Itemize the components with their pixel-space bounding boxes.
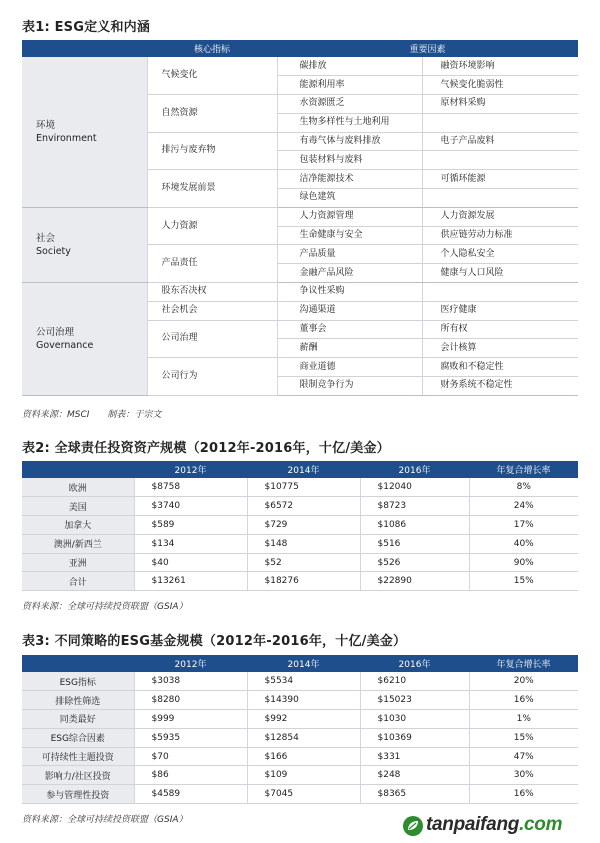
table-row: [22, 766, 578, 785]
tanpaifang-logo: [402, 812, 592, 838]
factor-cell: 所有权: [422, 320, 578, 339]
table-row: [22, 534, 578, 553]
growth-rate-cell: 90%: [469, 553, 578, 572]
factor-cell: 财务系统不稳定性: [422, 377, 578, 396]
header-cell: 2014年: [247, 461, 360, 478]
factor-cell: 产品质量: [277, 245, 422, 264]
indicator-cell: 人力资源: [147, 207, 277, 245]
value-cell: $3740: [134, 497, 247, 516]
category-cell: [22, 207, 147, 282]
factor-cell: [422, 151, 578, 170]
row-label: ESG综合因素: [22, 728, 134, 747]
factor-cell: 生命健康与安全: [277, 226, 422, 245]
table-row: [22, 283, 578, 302]
value-cell: $729: [247, 516, 360, 535]
value-cell: $1086: [360, 516, 469, 535]
row-label: 欧洲: [22, 478, 134, 497]
table-row: [22, 672, 578, 691]
growth-rate-cell: 30%: [469, 766, 578, 785]
indicator-cell: 环境发展前景: [147, 170, 277, 208]
table-row: [22, 747, 578, 766]
responsible-investment-table: [22, 461, 578, 591]
factor-cell: 融资环境影响: [422, 57, 578, 76]
esg-definition-table: [22, 40, 578, 396]
table1-title: 表1: ESG定义和内涵: [22, 20, 151, 35]
indicator-cell: 排污与废弃物: [147, 132, 277, 170]
factor-cell: 人力资源管理: [277, 207, 422, 226]
logo-text-domain: .com: [519, 814, 563, 835]
row-label: 澳洲/新西兰: [22, 534, 134, 553]
factor-cell: 生物多样性与土地利用: [277, 113, 422, 132]
value-cell: $3038: [134, 672, 247, 691]
table-row: [22, 516, 578, 535]
value-cell: $992: [247, 710, 360, 729]
value-cell: $7045: [247, 785, 360, 804]
table3-source: 资料来源：全球可持续投资联盟（GSIA）: [22, 815, 188, 825]
category-label: 公司治理: [36, 326, 75, 338]
row-label: 参与管理性投资: [22, 785, 134, 804]
factor-cell: 原材料采购: [422, 95, 578, 114]
indicator-cell: 社会机会: [147, 301, 277, 320]
value-cell: $12854: [247, 728, 360, 747]
value-cell: $148: [247, 534, 360, 553]
header-cell: 2012年: [134, 655, 247, 672]
table1-header-row: [22, 40, 578, 57]
indicator-cell: 公司治理: [147, 320, 277, 358]
table2-header-row: [22, 461, 578, 478]
category-cell: [22, 57, 147, 207]
growth-rate-cell: 1%: [469, 710, 578, 729]
row-label: 同类最好: [22, 710, 134, 729]
factor-cell: 商业道德: [277, 358, 422, 377]
growth-rate-cell: 40%: [469, 534, 578, 553]
value-cell: $8280: [134, 691, 247, 710]
value-cell: $6210: [360, 672, 469, 691]
factor-cell: 会计核算: [422, 339, 578, 358]
table-row: [22, 553, 578, 572]
table3-title: 表3: 不同策略的ESG基金规模（2012年-2016年，十亿/美金）: [22, 634, 407, 649]
row-label: 合计: [22, 572, 134, 591]
factor-cell: 健康与人口风险: [422, 264, 578, 283]
row-label: ESG指标: [22, 672, 134, 691]
header-cell: 年复合增长率: [469, 461, 578, 478]
factor-cell: 医疗健康: [422, 301, 578, 320]
category-label: Environment: [36, 132, 97, 144]
category-cell: [22, 283, 147, 396]
table-row: [22, 572, 578, 591]
value-cell: $6572: [247, 497, 360, 516]
row-label: 亚洲: [22, 553, 134, 572]
value-cell: $18276: [247, 572, 360, 591]
value-cell: $331: [360, 747, 469, 766]
growth-rate-cell: 15%: [469, 728, 578, 747]
table2-source: 资料来源：全球可持续投资联盟（GSIA）: [22, 602, 188, 612]
factor-cell: 绿色建筑: [277, 189, 422, 208]
header-cell: 年复合增长率: [469, 655, 578, 672]
header-cell: 2014年: [247, 655, 360, 672]
logo-text: [426, 814, 562, 836]
header-cell: 2012年: [134, 461, 247, 478]
header-core-indicator: 核心指标: [147, 40, 277, 57]
growth-rate-cell: 8%: [469, 478, 578, 497]
table-row: [22, 497, 578, 516]
indicator-cell: 气候变化: [147, 57, 277, 95]
header-cell: 2016年: [360, 461, 469, 478]
table1-source: 资料来源：MSCI 制表：于宗文: [22, 410, 162, 420]
factor-cell: 碳排放: [277, 57, 422, 76]
value-cell: $52: [247, 553, 360, 572]
growth-rate-cell: 16%: [469, 691, 578, 710]
row-label: 影响力/社区投资: [22, 766, 134, 785]
factor-cell: [422, 113, 578, 132]
value-cell: $248: [360, 766, 469, 785]
factor-cell: 人力资源发展: [422, 207, 578, 226]
value-cell: $1030: [360, 710, 469, 729]
row-label: 美国: [22, 497, 134, 516]
factor-cell: 包装材料与废料: [277, 151, 422, 170]
factor-cell: [422, 189, 578, 208]
factor-cell: 洁净能源技术: [277, 170, 422, 189]
growth-rate-cell: 24%: [469, 497, 578, 516]
value-cell: $5534: [247, 672, 360, 691]
factor-cell: 限制竞争行为: [277, 377, 422, 396]
indicator-cell: 自然资源: [147, 95, 277, 133]
category-label: Governance: [36, 339, 94, 351]
category-label: Society: [36, 245, 71, 257]
value-cell: $166: [247, 747, 360, 766]
factor-cell: [422, 283, 578, 302]
value-cell: $516: [360, 534, 469, 553]
factor-cell: 能源利用率: [277, 76, 422, 95]
factor-cell: 有毒气体与废料排放: [277, 132, 422, 151]
value-cell: $8723: [360, 497, 469, 516]
category-label: 环境: [36, 119, 56, 131]
header-cell: 2016年: [360, 655, 469, 672]
table-row: [22, 57, 578, 76]
value-cell: $8758: [134, 478, 247, 497]
value-cell: $86: [134, 766, 247, 785]
table-row: [22, 691, 578, 710]
category-label: 社会: [36, 232, 56, 244]
value-cell: $22890: [360, 572, 469, 591]
growth-rate-cell: 47%: [469, 747, 578, 766]
factor-cell: 董事会: [277, 320, 422, 339]
value-cell: $999: [134, 710, 247, 729]
indicator-cell: 公司行为: [147, 358, 277, 396]
growth-rate-cell: 20%: [469, 672, 578, 691]
indicator-cell: 产品责任: [147, 245, 277, 283]
value-cell: $134: [134, 534, 247, 553]
factor-cell: 金融产品风险: [277, 264, 422, 283]
header-blank: [22, 40, 147, 57]
value-cell: $40: [134, 553, 247, 572]
logo-text-main: tanpaifang: [426, 814, 520, 835]
value-cell: $14390: [247, 691, 360, 710]
value-cell: $526: [360, 553, 469, 572]
table-row: [22, 728, 578, 747]
growth-rate-cell: 16%: [469, 785, 578, 804]
table3-header-row: [22, 655, 578, 672]
leaf-logo-icon: [402, 815, 424, 837]
table2-title: 表2: 全球责任投资资产规模（2012年-2016年，十亿/美金）: [22, 441, 390, 456]
table-row: [22, 710, 578, 729]
value-cell: $5935: [134, 728, 247, 747]
value-cell: $109: [247, 766, 360, 785]
value-cell: $10369: [360, 728, 469, 747]
value-cell: $8365: [360, 785, 469, 804]
growth-rate-cell: 17%: [469, 516, 578, 535]
growth-rate-cell: 15%: [469, 572, 578, 591]
value-cell: $12040: [360, 478, 469, 497]
header-key-factors: 重要因素: [277, 40, 578, 57]
value-cell: $13261: [134, 572, 247, 591]
factor-cell: 沟通渠道: [277, 301, 422, 320]
factor-cell: 供应链劳动力标准: [422, 226, 578, 245]
factor-cell: 气候变化脆弱性: [422, 76, 578, 95]
value-cell: $15023: [360, 691, 469, 710]
factor-cell: 水资源匮乏: [277, 95, 422, 114]
factor-cell: 腐败和不稳定性: [422, 358, 578, 377]
row-label: 加拿大: [22, 516, 134, 535]
value-cell: $10775: [247, 478, 360, 497]
table-row: [22, 207, 578, 226]
factor-cell: 电子产品废料: [422, 132, 578, 151]
row-label: 排除性筛选: [22, 691, 134, 710]
header-blank: [22, 655, 134, 672]
value-cell: $589: [134, 516, 247, 535]
row-label: 可持续性主题投资: [22, 747, 134, 766]
factor-cell: 薪酬: [277, 339, 422, 358]
table-row: [22, 478, 578, 497]
factor-cell: 可循环能源: [422, 170, 578, 189]
header-blank: [22, 461, 134, 478]
value-cell: $4589: [134, 785, 247, 804]
factor-cell: 个人隐私安全: [422, 245, 578, 264]
factor-cell: 争议性采购: [277, 283, 422, 302]
esg-fund-strategy-table: [22, 655, 578, 804]
indicator-cell: 股东否决权: [147, 283, 277, 302]
table-row: [22, 785, 578, 804]
value-cell: $70: [134, 747, 247, 766]
